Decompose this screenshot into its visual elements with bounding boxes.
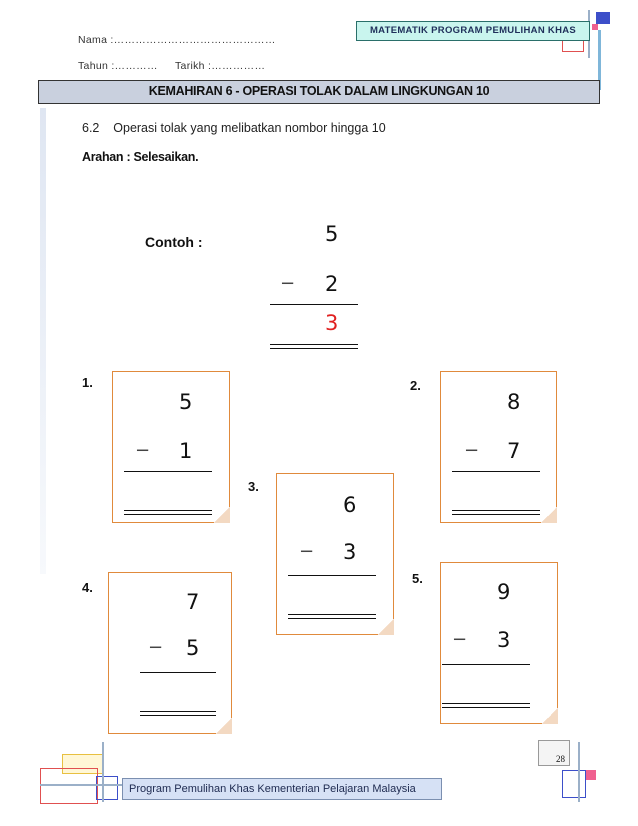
decor-footer-hline [40,784,130,786]
question-1-answer-line[interactable] [124,510,212,515]
decor-footer-red [40,768,98,804]
question-5-answer-line[interactable] [442,703,530,708]
question-4-top-number: 7 [186,590,200,614]
question-4-answer-line[interactable] [140,711,216,716]
page-title: KEMAHIRAN 6 - OPERASI TOLAK DALAM LINGKUNGAN 10 [38,80,600,104]
example-label: Contoh : [145,234,203,250]
subtitle: 6.2 Operasi tolak yang melibatkan nombor hingga 10 [82,121,386,135]
question-2-bottom-number: 7 [507,439,521,463]
decor-footer-right-block [562,770,586,798]
question-3-number: 3. [248,479,259,494]
tarikh-field: Tarikh :…………… [175,60,266,72]
question-4-bottom-number: 5 [186,636,200,660]
question-2-card [440,371,557,523]
question-4-card [108,572,232,734]
decor-footer-right-vline [578,742,580,802]
example-underline [270,304,358,305]
question-3-bottom-number: 3 [343,540,357,564]
question-3-top-number: 6 [343,493,357,517]
footer-text: Program Pemulihan Khas Kementerian Pelajaran Malaysia [122,778,442,800]
decor-footer-vline [102,742,104,802]
question-1-minus-sign: − [135,440,151,461]
decor-block-blue [596,12,610,24]
decor-footer-right-pink [586,770,596,780]
question-2-top-number: 8 [507,390,521,414]
question-4-underline [140,672,216,673]
example-top-number: 5 [325,222,339,246]
question-5-minus-sign: − [452,629,468,650]
question-3-underline [288,575,376,576]
example-minus-sign: − [280,273,296,294]
page-fold-icon [542,708,558,724]
page-fold-icon [216,718,232,734]
program-banner: MATEMATIK PROGRAM PEMULIHAN KHAS [356,21,590,41]
question-4-minus-sign: − [148,637,164,658]
page-number: 28 [538,740,570,766]
left-decorative-strip [40,108,46,574]
nama-field: Nama :……………………………………… [78,34,276,46]
instruction: Arahan : Selesaikan. [82,150,199,164]
question-1-card [112,371,230,523]
question-5-underline [442,664,530,665]
decor-block-pink [592,24,598,30]
page-fold-icon [378,619,394,635]
question-3-card [276,473,394,635]
question-2-underline [452,471,540,472]
question-1-underline [124,471,212,472]
page-fold-icon [541,507,557,523]
question-5-bottom-number: 3 [497,628,511,652]
question-1-bottom-number: 1 [179,439,193,463]
question-2-number: 2. [410,378,421,393]
question-1-top-number: 5 [179,390,193,414]
question-2-answer-line[interactable] [452,510,540,515]
question-1-number: 1. [82,375,93,390]
question-5-top-number: 9 [497,580,511,604]
example-bottom-number: 2 [325,272,339,296]
page-fold-icon [214,507,230,523]
question-3-minus-sign: − [299,541,315,562]
tahun-field: Tahun :………… [78,60,158,72]
example-answer: 3 [325,311,339,335]
decor-footer-blue [96,776,118,800]
question-2-minus-sign: − [464,440,480,461]
question-3-answer-line[interactable] [288,614,376,619]
question-4-number: 4. [82,580,93,595]
question-5-number: 5. [412,571,423,586]
example-double-underline [270,344,358,349]
